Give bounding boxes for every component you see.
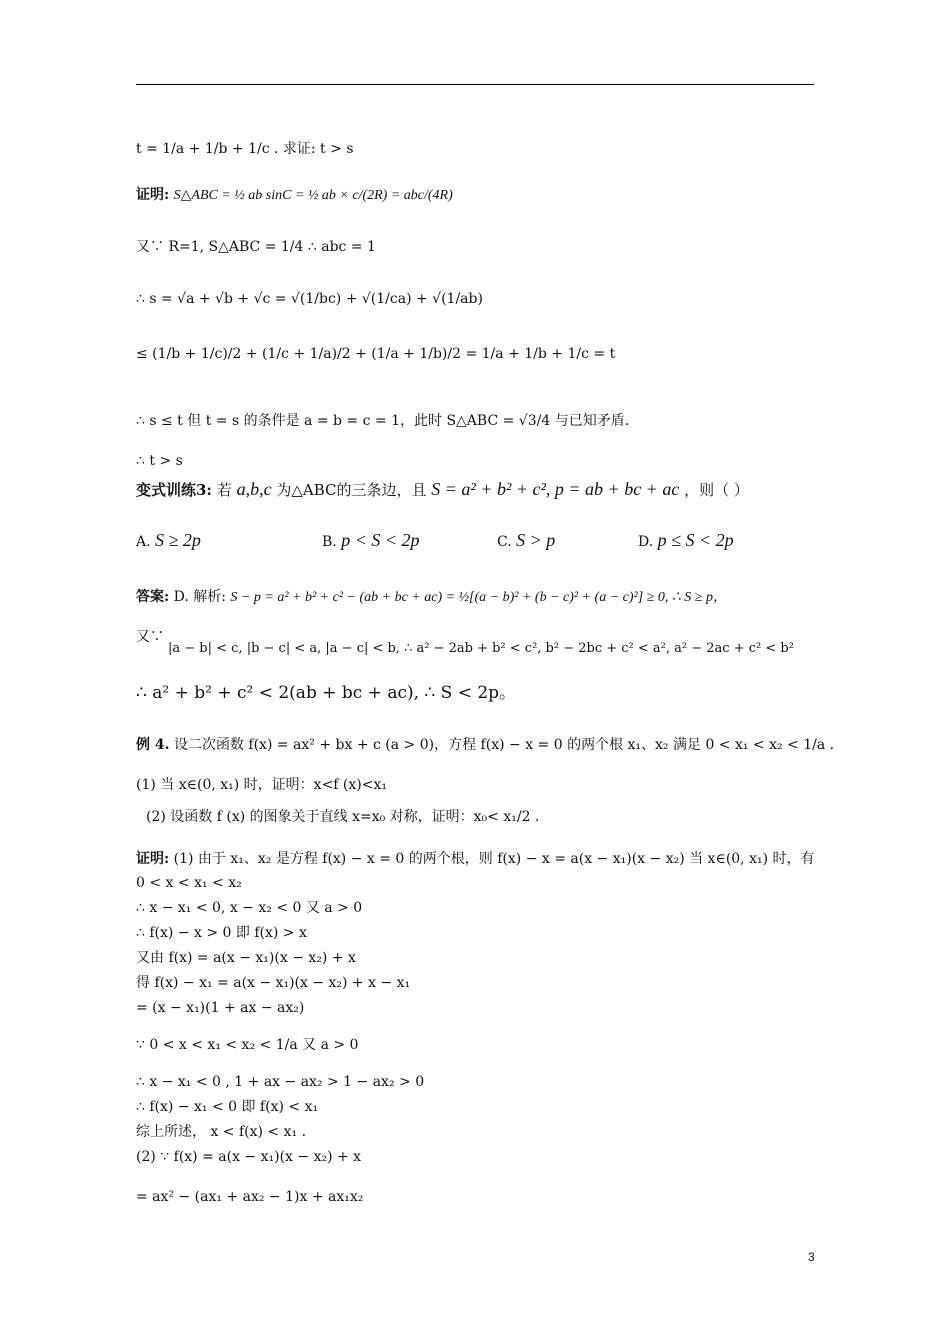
proof-line: 0 < x < x₁ < x₂ (136, 875, 242, 891)
proof-line: ∴ x − x₁ < 0 , 1 + ax − ax₂ > 1 − ax₂ > 0 (136, 1074, 425, 1090)
text-line: ≤ (1/b + 1/c)/2 + (1/c + 1/a)/2 + (1/a + 1/b)/2 = 1/a + 1/b + 1/c = t (136, 346, 616, 362)
answer-line (136, 588, 727, 607)
proof-label: 证明: (136, 851, 170, 867)
question-1: (1) 当 x∈(0, x₁) 时，证明：x<f (x)<x₁ (136, 777, 387, 793)
exercise-text: 为△ABC的三条边，且 (276, 481, 427, 499)
option-d (638, 530, 734, 551)
proof-line: 综上所述， x < f(x) < x₁ . (136, 1124, 307, 1140)
proof-line: (2) ∵ f(x) = a(x − x₁)(x − x₂) + x (136, 1149, 362, 1165)
math-expr: S△ABC = ½ ab sinC = ½ ab × c/(2R) = abc/(4R) (173, 188, 453, 203)
proof-line: = ax² − (ax₁ + ax₂ − 1)x + ax₁x₂ (136, 1189, 364, 1205)
answer-math-3: ∴ a² + b² + c² < 2(ab + bc + ac), ∴ S < 2p。 (136, 683, 517, 703)
example-text: 设二次函数 f(x) = ax² + bx + c (a > 0)，方程 f(x) − x = 0 的两个根 x₁、x₂ 满足 0 < x₁ < x₂ < 1/a . (173, 737, 835, 753)
answer-text: D. 解析: (173, 589, 226, 605)
text-line: 又∵ R=1, S△ABC = 1/4 ∴ abc = 1 (136, 239, 376, 255)
proof-start (136, 850, 815, 868)
option-label: D. (638, 534, 654, 550)
option-label: C. (497, 534, 512, 550)
option-math: S ≥ 2p (155, 530, 201, 550)
proof-line: 得 f(x) − x₁ = a(x − x₁)(x − x₂) + x − x₁ (136, 975, 411, 991)
option-label: B. (322, 534, 337, 550)
header-rule (136, 84, 814, 85)
exercise-vars: a,b,c (236, 479, 272, 499)
example-label: 例 4. (136, 737, 170, 753)
answer-math: S − p = a² + b² + c² − (ab + bc + ac) = ½[(a − b)² + (b − c)² + (a − c)²] ≥ 0, ∴ S ≥ p， (230, 590, 727, 605)
answer-label: 答案: (136, 589, 170, 605)
text-line: ∴ t > s (136, 453, 183, 469)
proof-line: ∵ 0 < x < x₁ < x₂ < 1/a 又 a > 0 (136, 1037, 359, 1053)
option-a (136, 530, 201, 551)
proof-line (136, 186, 453, 205)
option-math: p ≤ S < 2p (657, 530, 734, 550)
exercise-text: ，则（ ） (684, 481, 749, 499)
exercise-math: S = a² + b² + c², p = ab + bc + ac (431, 479, 680, 499)
text-line: 又∵ (136, 629, 164, 645)
text-line: ∴ s = √a + √b + √c = √(1/bc) + √(1/ca) + √(1/ab) (136, 291, 483, 307)
option-b (322, 530, 420, 551)
answer-math-2: |a − b| < c, |b − c| < a, |a − c| < b, ∴ a² − 2ab + b² < c², b² − 2bc + c² < a², a² − 2ac + c² < b² (168, 641, 794, 656)
proof-label: 证明: (136, 187, 170, 203)
proof-line: = (x − x₁)(1 + ax − ax₂) (136, 1000, 305, 1016)
proof-line: 又由 f(x) = a(x − x₁)(x − x₂) + x (136, 950, 356, 966)
option-math: p < S < 2p (341, 530, 420, 550)
exercise-3 (136, 480, 749, 499)
text-line: t = 1/a + 1/b + 1/c . 求证: t > s (136, 141, 354, 157)
question-2: (2) 设函数 f (x) 的图象关于直线 x=x₀ 对称，证明：x₀< x₁/2 . (146, 809, 540, 825)
example-4 (136, 736, 834, 754)
proof-line: ∴ x − x₁ < 0, x − x₂ < 0 又 a > 0 (136, 900, 363, 916)
text-line: ∴ s ≤ t 但 t = s 的条件是 a = b = c = 1，此时 S△ABC = √3/4 与已知矛盾. (136, 413, 630, 429)
proof-line: ∴ f(x) − x > 0 即 f(x) > x (136, 925, 307, 941)
proof-text: (1) 由于 x₁、x₂ 是方程 f(x) − x = 0 的两个根，则 f(x) − x = a(x − x₁)(x − x₂) 当 x∈(0, x₁) 时，有 (173, 851, 815, 867)
exercise-label: 变式训练3: (136, 481, 212, 499)
page-number: 3 (808, 1250, 815, 1264)
option-c (497, 530, 555, 551)
option-label: A. (136, 534, 151, 550)
proof-line: ∴ f(x) − x₁ < 0 即 f(x) < x₁ (136, 1099, 319, 1115)
exercise-text: 若 (216, 481, 232, 499)
option-math: S > p (516, 530, 556, 550)
